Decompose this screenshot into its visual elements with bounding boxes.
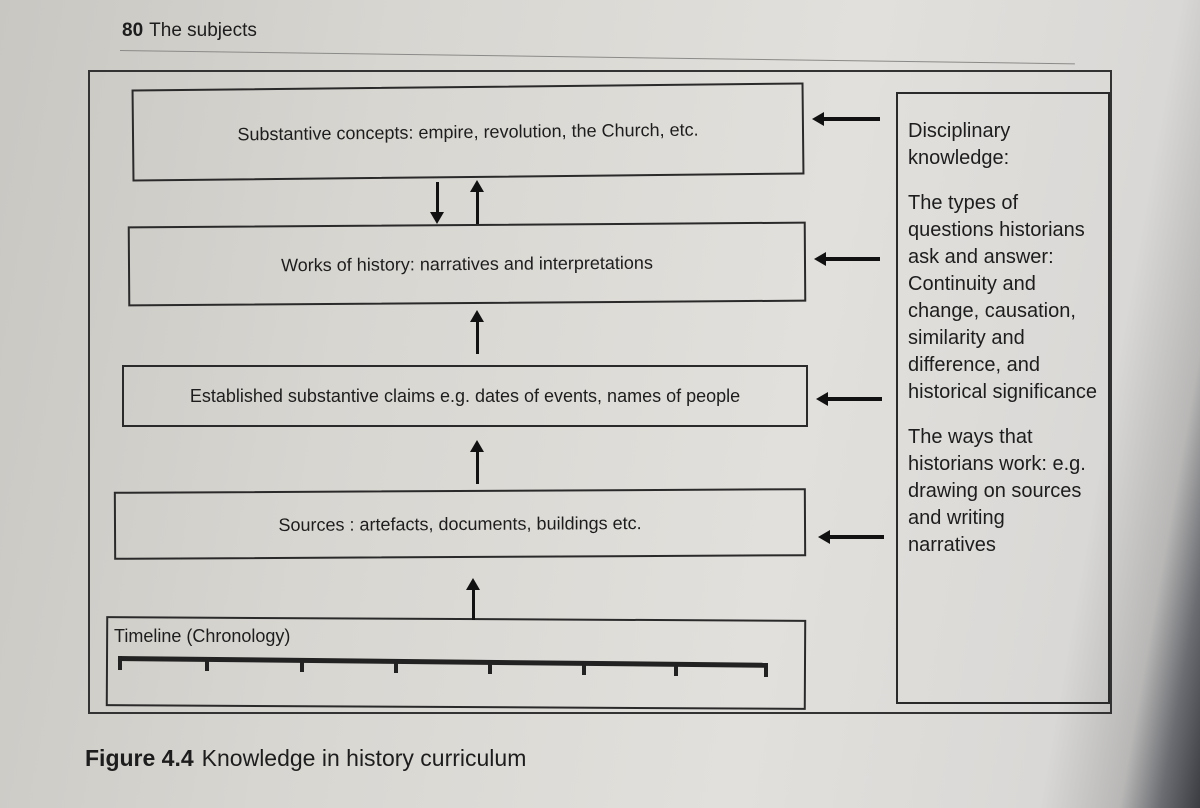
page-header (122, 20, 257, 42)
figure-caption (85, 745, 526, 772)
questions-text: The types of questions historians ask and answer: Continuity and change, causation, similarity and difference, and historical significance (908, 192, 1097, 403)
figure-label: Figure 4.4 (85, 745, 194, 771)
section-title: The subjects (149, 20, 257, 41)
arrow-left-icon (816, 392, 882, 406)
timeline-tick (488, 660, 492, 674)
timeline-tick (205, 657, 209, 671)
substantive-concepts-box (132, 82, 805, 181)
substantive-concepts-label: Substantive concepts: empire, revolution, the Church, etc. (237, 119, 699, 144)
arrow-up-icon (466, 578, 480, 620)
timeline-tick (118, 656, 122, 670)
page-number: 80 (122, 20, 144, 41)
disciplinary-knowledge-box (896, 92, 1110, 704)
arrow-up-icon (470, 310, 484, 354)
arrow-down-icon (430, 182, 444, 224)
figure-title: Knowledge in history curriculum (201, 745, 527, 771)
header-rule (120, 50, 1075, 64)
sources-box (114, 488, 806, 560)
timeline-tick (394, 659, 398, 673)
sources-label: Sources : artefacts, documents, buildings etc. (278, 512, 642, 535)
arrow-left-icon (818, 530, 884, 544)
arrow-left-icon (814, 252, 880, 266)
arrow-left-icon (812, 112, 880, 126)
timeline-tick (300, 658, 304, 672)
works-of-history-box (128, 222, 807, 307)
timeline-tick (674, 662, 678, 676)
works-of-history-label: Works of history: narratives and interpretations (281, 252, 653, 275)
timeline-label: Timeline (Chronology) (114, 626, 291, 646)
arrow-up-icon (470, 440, 484, 484)
established-claims-box (122, 365, 808, 427)
timeline-tick (582, 661, 586, 675)
disciplinary-heading: Disciplinary knowledge: (908, 120, 1011, 169)
established-claims-label: Established substantive claims e.g. dates of events, names of people (189, 385, 741, 406)
ways-text: The ways that historians work: e.g. drawing on sources and writing narratives (908, 426, 1086, 556)
timeline-tick (764, 663, 768, 677)
arrow-up-icon (470, 180, 484, 224)
